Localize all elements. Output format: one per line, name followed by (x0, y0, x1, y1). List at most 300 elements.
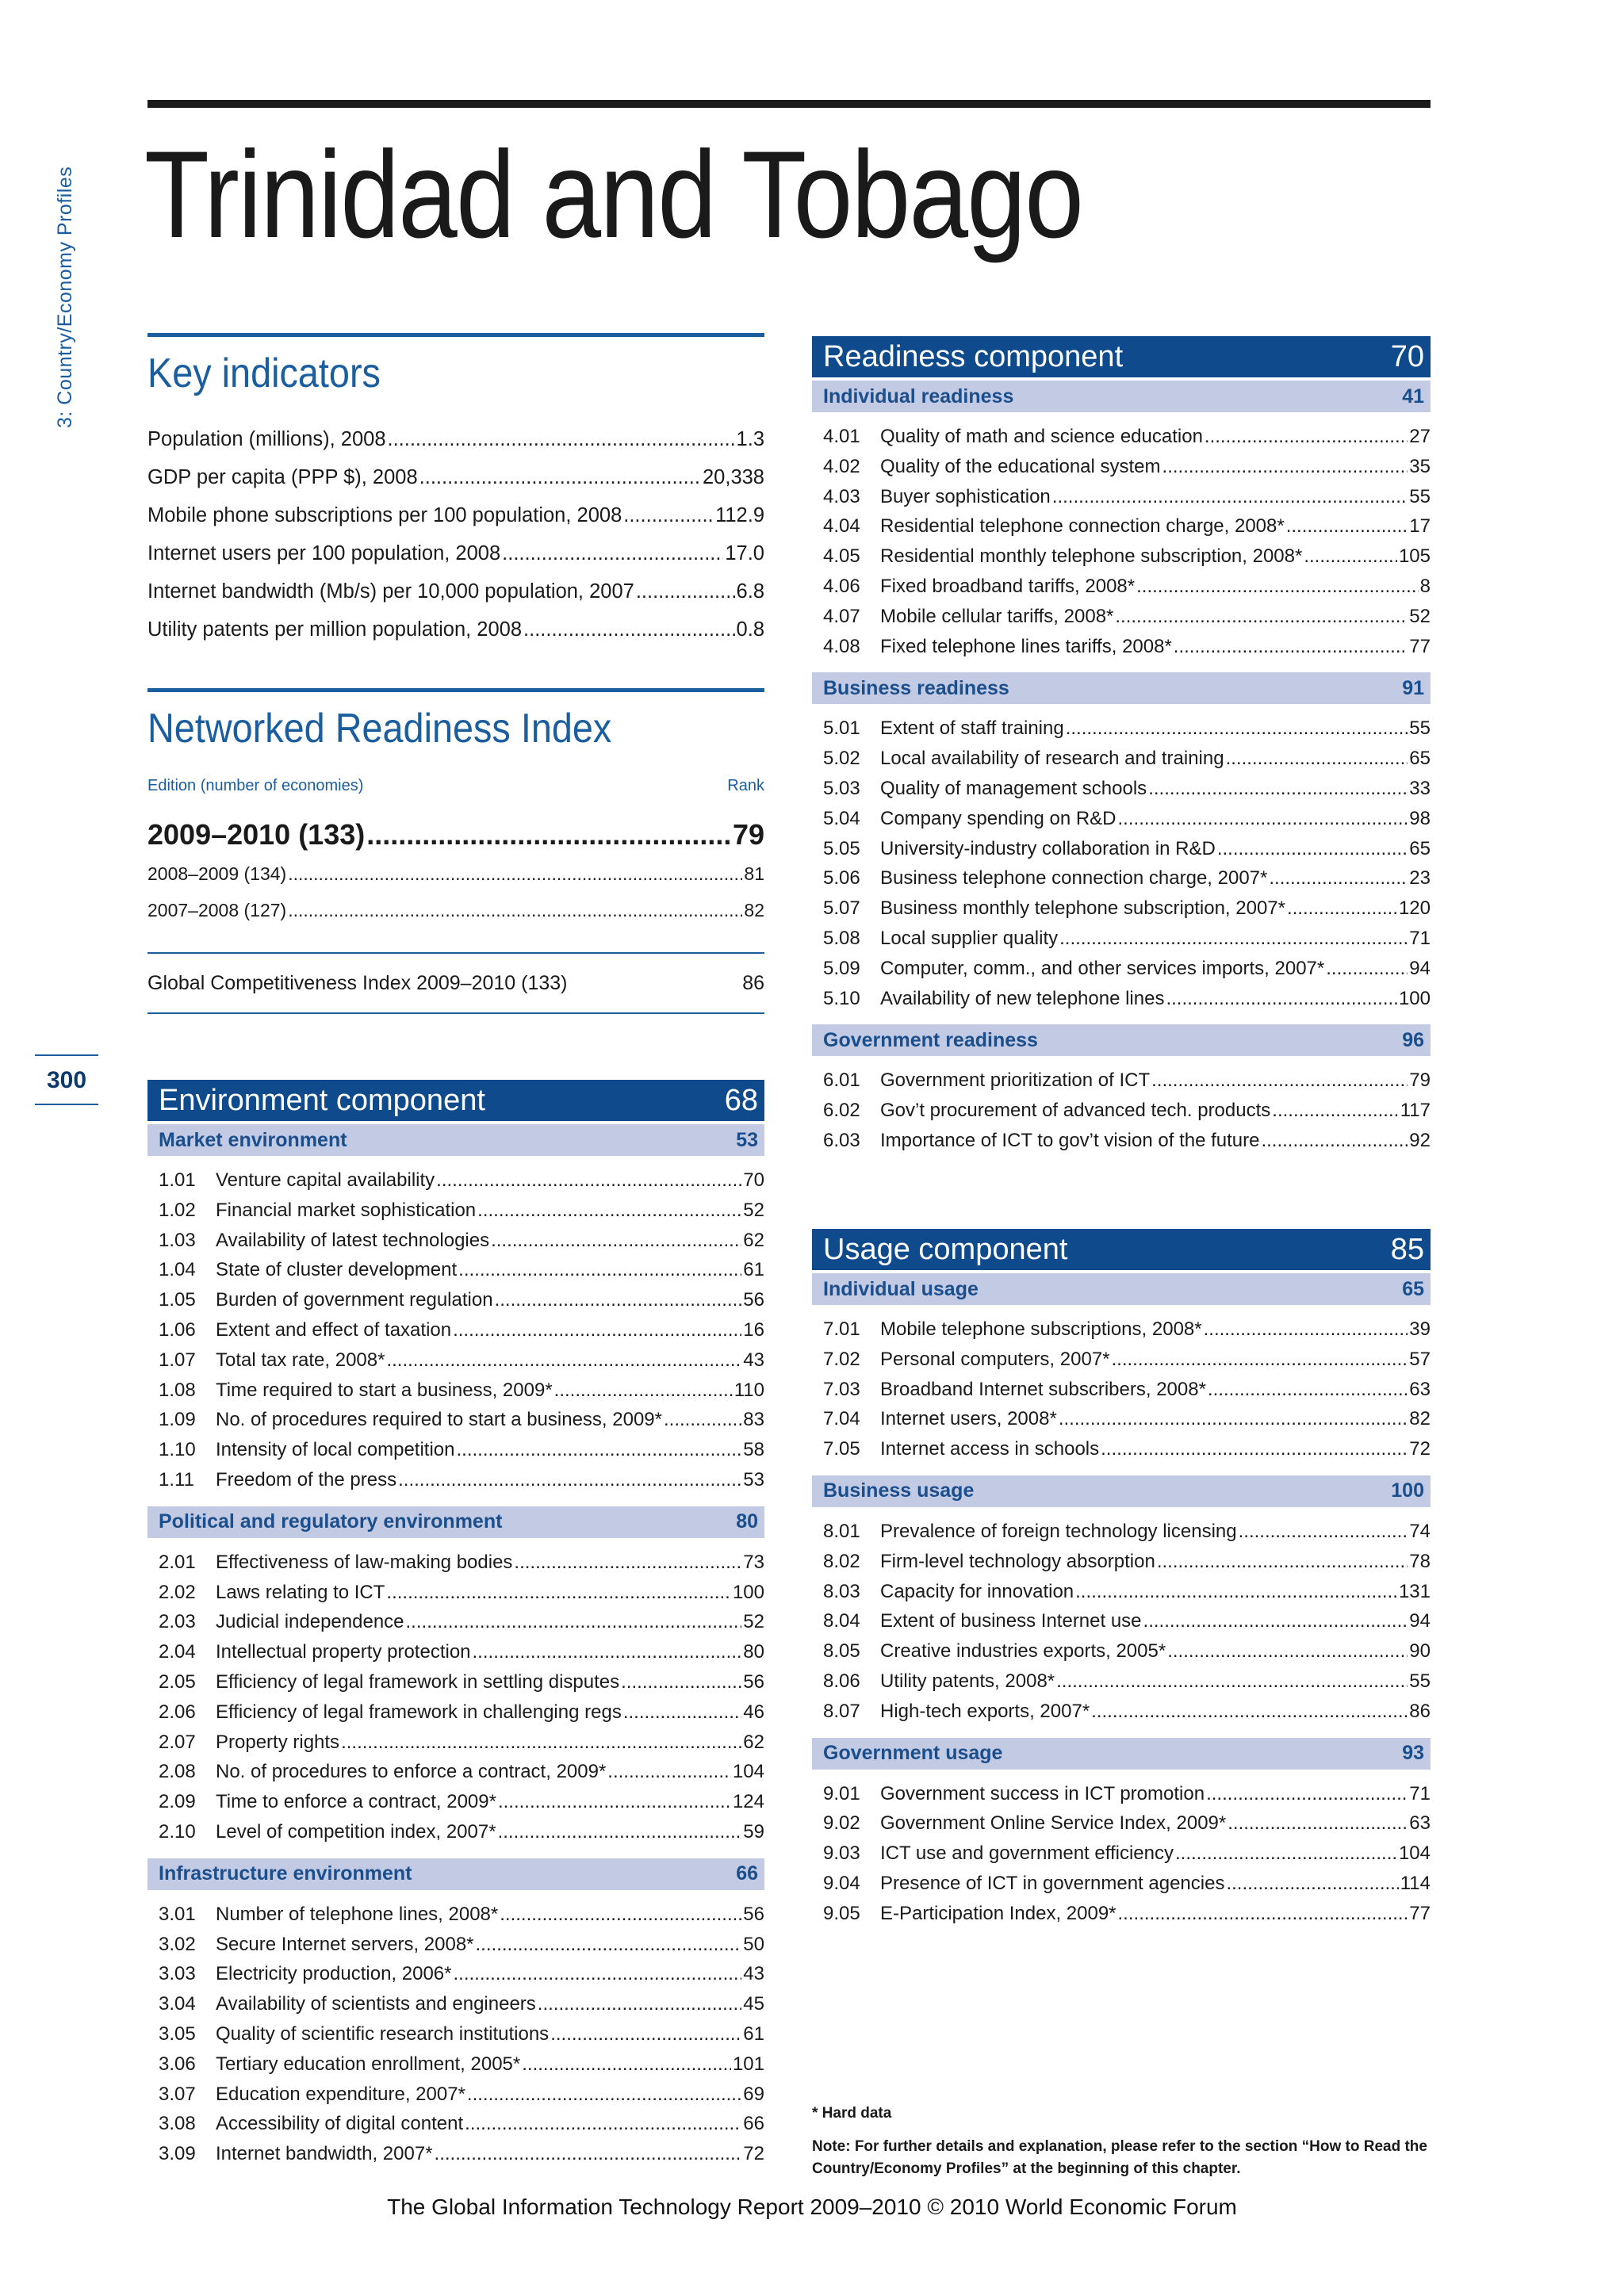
indicator-row (823, 572, 1431, 602)
indicator-label: Business monthly telephone subscription, 2007* (880, 897, 1285, 920)
indicator-row (823, 1606, 1431, 1636)
indicator-label: Internet bandwidth, 2007* (216, 2143, 433, 2165)
indicator-row (159, 1376, 764, 1406)
subindex-rank: 41 (1402, 385, 1424, 408)
subindex-rank: 93 (1402, 1742, 1424, 1765)
indicator-rank: 53 (743, 1468, 764, 1490)
indicator-label: Tertiary education enrollment, 2005* (216, 2053, 521, 2075)
indicator-label: Secure Internet servers, 2008* (216, 1933, 474, 1955)
indicator-label: Laws relating to ICT (216, 1581, 385, 1603)
indicator-rank: 55 (1409, 485, 1431, 507)
indicator-code: 8.04 (823, 1610, 860, 1632)
indicator-row (159, 1989, 764, 2019)
indicator-code: 9.03 (823, 1843, 860, 1865)
indicator-rank: 65 (1409, 837, 1431, 859)
subindex-header (812, 1738, 1431, 1770)
indicator-row (147, 458, 764, 496)
indicator-code: 5.10 (823, 987, 860, 1009)
indicator-code: 1.06 (159, 1318, 196, 1341)
indicator-row (159, 1226, 764, 1256)
indicator-code: 4.06 (823, 575, 860, 597)
indicator-label: Electricity production, 2006* (216, 1963, 452, 1985)
indicator-label: ICT use and government efficiency (880, 1843, 1174, 1865)
indicator-label: University-industry collaboration in R&D (880, 837, 1216, 859)
indicator-list (147, 1890, 764, 2177)
indicator-label: Company spending on R&D (880, 807, 1116, 829)
indicator-rank: 56 (743, 1903, 764, 1925)
indicator-row (823, 1697, 1431, 1727)
indicator-code: 1.08 (159, 1379, 196, 1401)
indicator-code: 7.03 (823, 1378, 860, 1400)
subindex-rank: 91 (1402, 676, 1424, 699)
notes (812, 2103, 1431, 2180)
subindex-header (147, 1506, 764, 1538)
indicator-rank: 62 (743, 1731, 764, 1753)
indicator-code: 3.01 (159, 1903, 196, 1925)
indicator-label: Firm-level technology absorption (880, 1550, 1155, 1572)
indicator-rank: 104 (732, 1761, 764, 1783)
indicator-code: 1.04 (159, 1259, 196, 1281)
component-title: Usage component (823, 1232, 1068, 1266)
indicator-row (823, 714, 1431, 744)
indicator-code: 7.01 (823, 1318, 860, 1340)
page-title: Trinidad and Tobago (144, 126, 1083, 264)
indicator-code: 7.04 (823, 1408, 860, 1430)
indicator-label: No. of procedures required to start a business, 2009* (216, 1409, 662, 1431)
indicator-code: 5.09 (823, 957, 860, 979)
indicator-code: 8.05 (823, 1640, 860, 1663)
indicator-row (823, 1096, 1431, 1126)
indicator-rank: 55 (1409, 1670, 1431, 1692)
indicator-row (159, 1637, 764, 1667)
indicator-row (159, 1900, 764, 1930)
component-header (812, 336, 1431, 377)
subindex-rank: 53 (736, 1128, 758, 1151)
indicator-code: 4.02 (823, 455, 860, 477)
indicator-row (159, 1405, 764, 1435)
key-indicators-heading: Key indicators (147, 350, 381, 396)
indicator-code: 1.07 (159, 1349, 196, 1371)
component-title: Readiness component (823, 339, 1124, 373)
indicator-label: Utility patents per million population, 2008 (147, 618, 523, 641)
indicator-row (823, 804, 1431, 834)
edition-label: 2007–2008 (127) (147, 900, 287, 921)
indicator-label: Capacity for innovation (880, 1580, 1074, 1602)
indicator-list (812, 1770, 1431, 1937)
indicator-row (823, 1066, 1431, 1096)
subindex-title: Government readiness (823, 1028, 1038, 1051)
indicator-label: Government Online Service Index, 2009* (880, 1812, 1227, 1835)
edition-rank: 82 (744, 900, 764, 921)
indicator-rank: 105 (1398, 545, 1431, 568)
indicator-code: 2.03 (159, 1611, 196, 1633)
indicator-label: Internet access in schools (880, 1438, 1100, 1460)
indicator-code: 4.07 (823, 605, 860, 627)
indicator-row (823, 452, 1431, 482)
indicator-rank: 45 (743, 1993, 764, 2015)
indicator-value: 0.8 (736, 618, 764, 641)
indicator-label: Government prioritization of ICT (880, 1070, 1151, 1092)
indicator-label: No. of procedures to enforce a contract, 2009* (216, 1761, 607, 1783)
indicator-rank: 104 (1398, 1843, 1431, 1865)
indicator-code: 2.01 (159, 1551, 196, 1573)
indicator-row (159, 1728, 764, 1758)
indicator-code: 2.09 (159, 1791, 196, 1813)
indicator-code: 5.04 (823, 807, 860, 829)
indicator-rank: 82 (1409, 1408, 1431, 1430)
indicator-list (147, 1156, 764, 1503)
indicator-code: 4.05 (823, 545, 860, 568)
indicator-label: Education expenditure, 2007* (216, 2083, 465, 2105)
indicator-label: Quality of math and science education (880, 426, 1203, 447)
indicator-label: Personal computers, 2007* (880, 1348, 1110, 1370)
indicator-code: 6.03 (823, 1129, 860, 1151)
indicator-rank: 35 (1409, 455, 1431, 477)
indicator-rank: 77 (1409, 1902, 1431, 1924)
indicator-code: 9.05 (823, 1902, 860, 1924)
indicator-code: 5.01 (823, 718, 860, 740)
indicator-rank: 124 (732, 1791, 764, 1813)
indicator-rank: 83 (743, 1409, 764, 1431)
indicator-code: 7.02 (823, 1348, 860, 1370)
indicator-row (159, 1757, 764, 1787)
indicator-code: 3.08 (159, 2113, 196, 2135)
indicator-list (812, 1507, 1431, 1735)
key-indicators-section (147, 333, 764, 649)
gci-row (147, 952, 764, 1014)
indicator-label: Internet bandwidth (Mb/s) per 10,000 population, 2007 (147, 580, 634, 603)
indicator-row (159, 1315, 764, 1345)
indicator-rank: 55 (1409, 718, 1431, 740)
subindex-rank: 96 (1402, 1028, 1424, 1051)
indicator-rank: 94 (1409, 957, 1431, 979)
indicator-code: 6.02 (823, 1100, 860, 1122)
indicator-row (159, 1255, 764, 1285)
indicator-row (823, 1547, 1431, 1577)
indicator-code: 3.05 (159, 2022, 196, 2045)
indicator-label: Burden of government regulation (216, 1289, 493, 1311)
page-footer: The Global Information Technology Report 2009–2010 © 2010 World Economic Forum (387, 2195, 1237, 2219)
indicator-row (159, 1578, 764, 1608)
indicator-rank: 23 (1409, 867, 1431, 890)
nri-heading: Networked Readiness Index (147, 706, 612, 752)
component-title: Environment component (159, 1083, 485, 1117)
indicator-label: Broadband Internet subscribers, 2008* (880, 1378, 1206, 1400)
indicator-code: 1.02 (159, 1199, 196, 1221)
indicator-rank: 72 (743, 2143, 764, 2165)
indicator-rank: 16 (743, 1318, 764, 1341)
indicator-label: Effectiveness of law-making bodies (216, 1551, 513, 1573)
indicator-rank: 72 (1409, 1438, 1431, 1460)
nri-edition-row (147, 892, 764, 928)
indicator-label: Buyer sophistication (880, 485, 1051, 507)
indicator-label: Extent and effect of taxation (216, 1318, 452, 1341)
side-section-label: 3: Country/Economy Profiles (54, 166, 76, 428)
component-header (147, 1080, 764, 1121)
indicator-label: Extent of staff training (880, 718, 1064, 740)
indicator-code: 9.02 (823, 1812, 860, 1835)
indicator-row (159, 1345, 764, 1376)
divider (147, 333, 764, 337)
indicator-row (823, 834, 1431, 864)
indicator-row (159, 1165, 764, 1196)
page-number: 300 (35, 1054, 98, 1105)
indicator-rank: 27 (1409, 426, 1431, 447)
indicator-code: 5.05 (823, 837, 860, 859)
indicator-value: 112.9 (715, 504, 764, 527)
indicator-row (823, 1779, 1431, 1809)
indicator-label: Mobile phone subscriptions per 100 population, 2008 (147, 504, 622, 527)
indicator-code: 8.01 (823, 1520, 860, 1542)
indicator-row (159, 1697, 764, 1728)
indicator-label: Computer, comm., and other services imports, 2007* (880, 957, 1325, 979)
indicator-row (159, 1959, 764, 1989)
indicator-value: 20,338 (703, 466, 764, 489)
indicator-code: 1.09 (159, 1409, 196, 1431)
indicator-row (147, 610, 764, 649)
indicator-label: Population (millions), 2008 (147, 428, 386, 451)
indicator-row (823, 1667, 1431, 1697)
indicator-code: 4.08 (823, 635, 860, 657)
indicator-rank: 94 (1409, 1610, 1431, 1632)
indicator-code: 1.11 (159, 1468, 194, 1490)
rank-label: Rank (727, 777, 764, 795)
indicator-rank: 63 (1409, 1812, 1431, 1835)
indicator-rank: 50 (743, 1933, 764, 1955)
indicator-code: 5.08 (823, 927, 860, 949)
indicator-code: 3.03 (159, 1963, 196, 1985)
indicator-rank: 39 (1409, 1318, 1431, 1340)
indicator-rank: 78 (1409, 1550, 1431, 1572)
indicator-label: Level of competition index, 2007* (216, 1820, 496, 1843)
indicator-label: Mobile cellular tariffs, 2008* (880, 605, 1114, 627)
indicator-row (159, 1435, 764, 1465)
indicator-rank: 74 (1409, 1520, 1431, 1542)
indicator-row (823, 774, 1431, 804)
indicator-row (823, 1126, 1431, 1156)
indicator-rank: 33 (1409, 777, 1431, 799)
subindex-title: Business usage (823, 1479, 975, 1502)
edition-label: Edition (number of economies) (147, 777, 364, 795)
indicator-label: Fixed broadband tariffs, 2008* (880, 575, 1136, 597)
indicator-label: Availability of new telephone lines (880, 987, 1165, 1009)
indicator-row (159, 1548, 764, 1578)
indicator-row (823, 1839, 1431, 1869)
indicator-row (823, 1314, 1431, 1345)
indicator-code: 4.03 (823, 485, 860, 507)
indicator-code: 1.10 (159, 1439, 196, 1461)
indicator-rank: 17 (1409, 515, 1431, 538)
indicator-rank: 90 (1409, 1640, 1431, 1663)
subindex-title: Market environment (159, 1128, 347, 1151)
indicator-row (823, 1375, 1431, 1405)
indicator-rank: 71 (1409, 1782, 1431, 1804)
indicator-row (159, 1465, 764, 1495)
indicator-rank: 77 (1409, 635, 1431, 657)
indicator-list (812, 704, 1431, 1021)
indicator-label: E-Participation Index, 2009* (880, 1902, 1116, 1924)
indicator-code: 4.01 (823, 426, 860, 447)
indicator-label: Number of telephone lines, 2008* (216, 1903, 499, 1925)
nri-current-edition (147, 814, 764, 855)
subindex-title: Business readiness (823, 676, 1009, 699)
indicator-row (823, 632, 1431, 662)
indicator-row (823, 1808, 1431, 1839)
indicator-rank: 59 (743, 1820, 764, 1843)
indicator-code: 3.04 (159, 1993, 196, 2015)
indicator-code: 3.02 (159, 1933, 196, 1955)
component-rank: 70 (1390, 339, 1424, 373)
indicator-rank: 100 (1398, 987, 1431, 1009)
indicator-label: Availability of latest technologies (216, 1229, 490, 1251)
indicator-row (823, 894, 1431, 924)
indicator-rank: 52 (743, 1199, 764, 1221)
divider (147, 688, 764, 692)
indicator-code: 2.10 (159, 1820, 196, 1843)
environment-component (147, 1080, 764, 2177)
indicator-row (147, 420, 764, 458)
indicator-rank: 98 (1409, 807, 1431, 829)
indicator-list (812, 1056, 1431, 1163)
indicator-label: Business telephone connection charge, 2007* (880, 867, 1268, 890)
indicator-row (823, 1434, 1431, 1464)
indicator-label: Government success in ICT promotion (880, 1782, 1205, 1804)
indicator-value: 6.8 (736, 580, 764, 603)
indicator-row (823, 1345, 1431, 1375)
indicator-rank: 52 (743, 1611, 764, 1633)
indicator-rank: 65 (1409, 748, 1431, 770)
indicator-row (823, 511, 1431, 541)
indicator-rank: 8 (1419, 575, 1431, 597)
component-rank: 68 (724, 1083, 758, 1117)
indicator-row (823, 924, 1431, 954)
indicator-row (147, 572, 764, 610)
indicator-label: Local supplier quality (880, 927, 1059, 949)
readiness-component (812, 336, 1431, 1164)
indicator-rank: 100 (732, 1581, 764, 1603)
indicator-rank: 56 (743, 1289, 764, 1311)
indicator-label: Freedom of the press (216, 1468, 397, 1490)
edition-label: 2008–2009 (134) (147, 863, 287, 885)
indicator-label: State of cluster development (216, 1259, 458, 1281)
indicator-label: Mobile telephone subscriptions, 2008* (880, 1318, 1202, 1340)
subindex-header (812, 381, 1431, 412)
indicator-rank: 58 (743, 1439, 764, 1461)
subindex-title: Government usage (823, 1742, 1003, 1765)
indicator-rank: 62 (743, 1229, 764, 1251)
indicator-rank: 101 (732, 2053, 764, 2075)
indicator-label: Efficiency of legal framework in challenging regs (216, 1701, 622, 1723)
indicator-rank: 61 (743, 1259, 764, 1281)
indicator-rank: 46 (743, 1701, 764, 1723)
indicator-rank: 52 (1409, 605, 1431, 627)
indicator-row (823, 1577, 1431, 1607)
indicator-label: Importance of ICT to gov’t vision of the future (880, 1129, 1260, 1151)
subindex-header (147, 1858, 764, 1890)
indicator-rank: 73 (743, 1551, 764, 1573)
indicator-rank: 131 (1398, 1580, 1431, 1602)
indicator-code: 8.06 (823, 1670, 860, 1692)
indicator-rank: 43 (743, 1963, 764, 1985)
indicator-code: 8.02 (823, 1550, 860, 1572)
indicator-label: Property rights (216, 1731, 340, 1753)
indicator-row (823, 863, 1431, 894)
explanation-note: Note: For further details and explanation, please refer to the section “How to Read the Country/Economy Profiles” at the beginning of this chapter. (812, 2138, 1427, 2177)
indicator-row (159, 1607, 764, 1637)
subindex-rank: 66 (736, 1862, 758, 1885)
edition-label: 2009–2010 (133) (147, 818, 366, 851)
indicator-rank: 71 (1409, 927, 1431, 949)
indicator-row (159, 1667, 764, 1697)
indicator-value: 17.0 (725, 542, 764, 565)
indicator-label: Residential telephone connection charge, 2008* (880, 515, 1285, 538)
top-rule (147, 100, 1431, 108)
indicator-label: Internet users per 100 population, 2008 (147, 542, 501, 565)
nri-column-headers (147, 777, 764, 795)
indicator-label: Gov’t procurement of advanced tech. products (880, 1100, 1271, 1122)
indicator-list (812, 412, 1431, 669)
subindex-rank: 100 (1391, 1479, 1424, 1502)
indicator-code: 3.07 (159, 2083, 196, 2105)
indicator-label: High-tech exports, 2007* (880, 1700, 1090, 1722)
gci-rank: 86 (742, 971, 764, 994)
indicator-label: Availability of scientists and engineers (216, 1993, 536, 2015)
indicator-label: Fixed telephone lines tariffs, 2008* (880, 635, 1172, 657)
indicator-row (823, 482, 1431, 512)
indicator-code: 2.06 (159, 1701, 196, 1723)
indicator-code: 6.01 (823, 1070, 860, 1092)
subindex-title: Individual readiness (823, 385, 1014, 408)
subindex-header (812, 1273, 1431, 1305)
indicator-label: Judicial independence (216, 1611, 404, 1633)
indicator-code: 5.03 (823, 777, 860, 799)
indicator-code: 8.03 (823, 1580, 860, 1602)
indicator-value: 1.3 (736, 428, 764, 451)
indicator-label: Intellectual property protection (216, 1641, 471, 1663)
indicator-label: Quality of management schools (880, 777, 1147, 799)
indicator-code: 2.05 (159, 1670, 196, 1693)
indicator-rank: 63 (1409, 1378, 1431, 1400)
subindex-header (812, 1024, 1431, 1056)
indicator-rank: 120 (1398, 897, 1431, 920)
subindex-header (812, 672, 1431, 704)
indicator-label: Quality of the educational system (880, 455, 1161, 477)
indicator-code: 1.03 (159, 1229, 196, 1251)
indicator-row (823, 541, 1431, 572)
indicator-code: 9.04 (823, 1872, 860, 1894)
component-rank: 85 (1390, 1232, 1424, 1266)
indicator-label: Accessibility of digital content (216, 2113, 464, 2135)
indicator-label: Prevalence of foreign technology licensing (880, 1520, 1237, 1542)
indicator-list (812, 1305, 1431, 1472)
indicator-row (147, 534, 764, 572)
subindex-title: Infrastructure environment (159, 1862, 412, 1885)
indicator-row (823, 1636, 1431, 1667)
indicator-row (147, 496, 764, 534)
indicator-code: 2.07 (159, 1731, 196, 1753)
indicator-code: 2.02 (159, 1581, 196, 1603)
indicator-row (823, 602, 1431, 632)
indicator-row (159, 1787, 764, 1817)
indicator-label: Quality of scientific research institutions (216, 2022, 550, 2045)
indicator-row (159, 1196, 764, 1226)
edition-rank: 81 (744, 863, 764, 885)
indicator-row (159, 2019, 764, 2049)
indicator-row (159, 1817, 764, 1847)
indicator-label: Intensity of local competition (216, 1439, 455, 1461)
indicator-label: Extent of business Internet use (880, 1610, 1142, 1632)
indicator-row (159, 2049, 764, 2080)
